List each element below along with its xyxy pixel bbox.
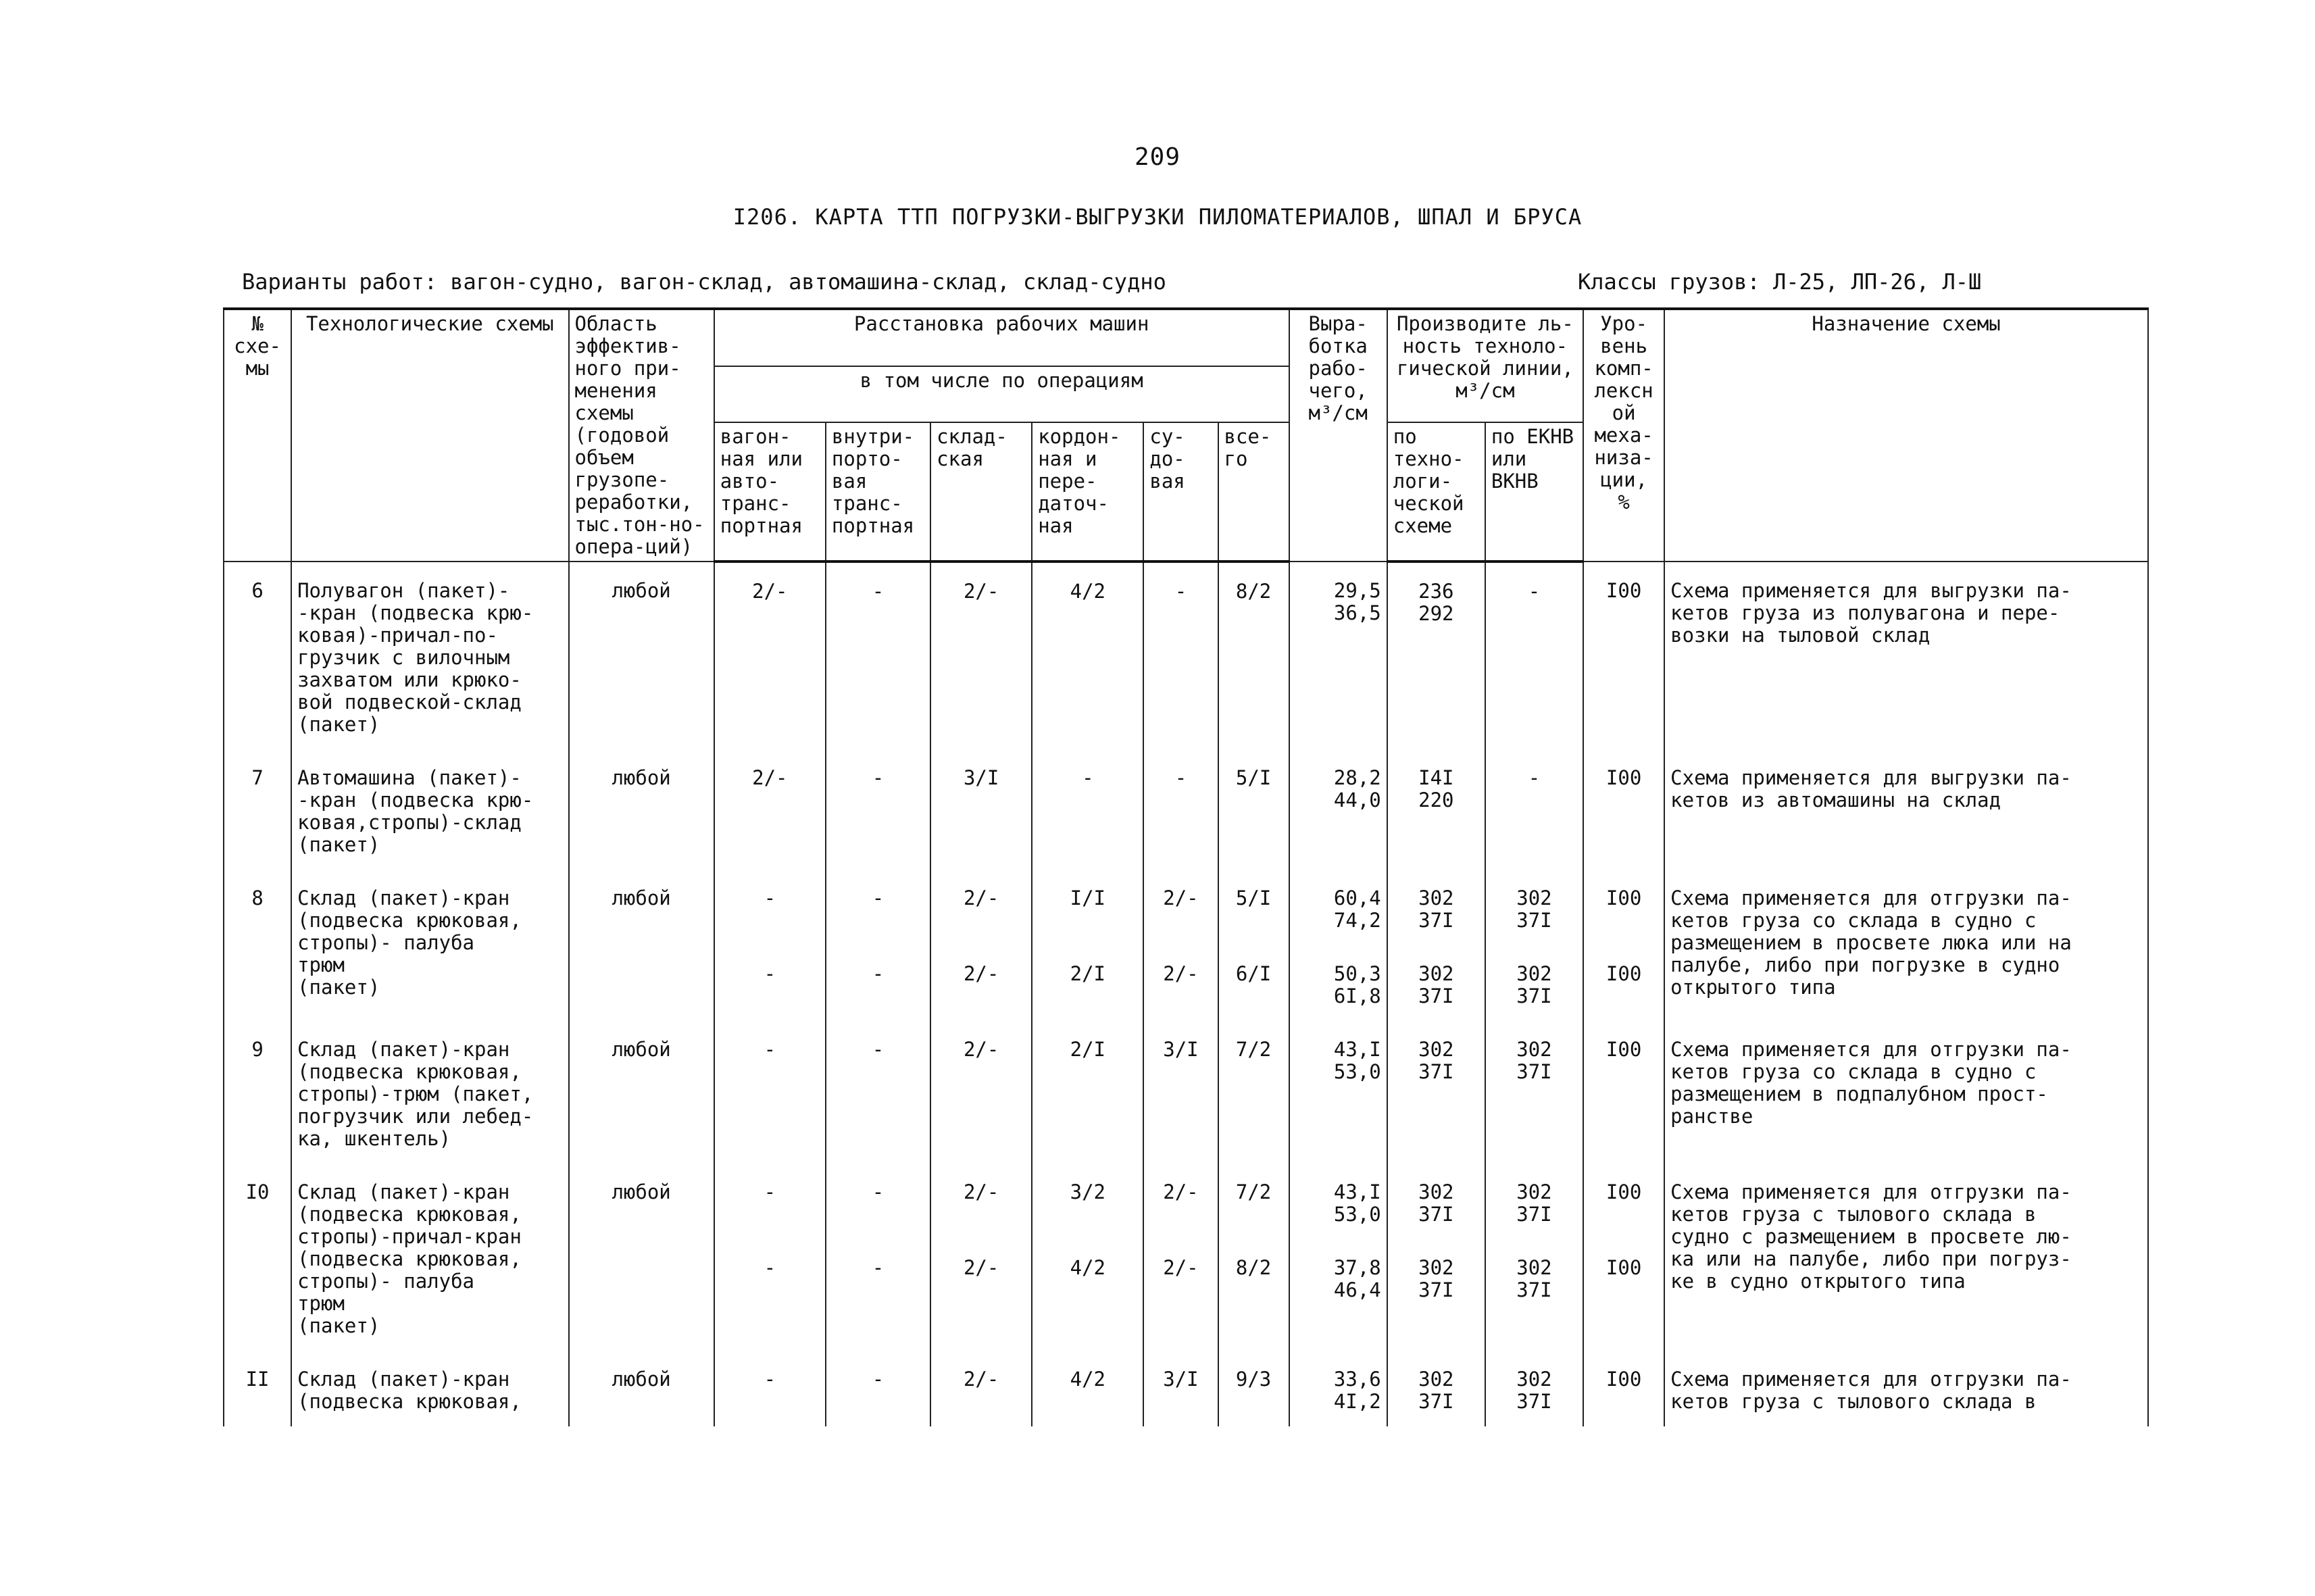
cell-op-wagon — [714, 562, 826, 749]
cell-scheme-purpose: Схема применяется для отгрузки па- кетов груза с тылового склада в — [1664, 1351, 2148, 1426]
cell-prod-by-scheme — [1387, 1164, 1485, 1351]
cell-op-ship-value: 3/I — [1163, 1368, 1199, 1391]
line-spacer — [937, 909, 1026, 932]
line-gap — [1491, 932, 1577, 963]
line-spacer — [720, 1279, 820, 1301]
line-spacer — [1038, 1203, 1137, 1226]
cell-worker-output-value: 46,4 — [1333, 1278, 1381, 1301]
line-spacer — [1224, 1391, 1283, 1413]
cell-prod-by-scheme-value: I4I — [1418, 766, 1454, 789]
line-gap — [1224, 932, 1283, 963]
line-spacer — [720, 909, 820, 932]
header-tech-schemes: Технологические схемы — [291, 309, 568, 562]
cell-op-wagon-value: - — [764, 1038, 776, 1061]
cell-op-total — [1218, 1164, 1289, 1351]
work-variants: Варианты работ: вагон-судно, вагон-склад, автомашина-склад, склад-судно — [242, 269, 1166, 295]
cell-tech-scheme: Склад (пакет)-кран (подвеска крюковая, — [291, 1351, 568, 1426]
cell-worker-output-value: 29,5 — [1333, 579, 1381, 602]
cell-op-cordon-value: 4/2 — [1070, 1256, 1105, 1279]
line-spacer — [1149, 603, 1212, 625]
table-row — [224, 870, 2148, 1021]
line-spacer — [1589, 1203, 1658, 1226]
tech-map-table — [223, 307, 2149, 1426]
cell-prod-by-ekn — [1485, 1021, 1583, 1164]
cell-prod-by-scheme-value: 37I — [1418, 984, 1454, 1007]
cell-worker-output — [1289, 870, 1387, 1021]
cell-op-ship — [1143, 749, 1218, 870]
line-spacer — [1149, 909, 1212, 932]
line-spacer — [937, 1279, 1026, 1301]
line-gap — [1589, 932, 1658, 963]
line-gap — [1038, 1226, 1137, 1257]
cell-op-internal — [826, 1021, 930, 1164]
cell-op-internal-value: - — [872, 1368, 885, 1391]
line-gap — [832, 932, 924, 963]
cell-prod-by-scheme-value: 37I — [1418, 1203, 1454, 1226]
cell-op-warehouse — [930, 870, 1032, 1021]
cell-op-warehouse-value: 2/- — [963, 580, 999, 603]
line-spacer — [1149, 985, 1212, 1007]
cell-op-total-value: 7/2 — [1235, 1038, 1272, 1061]
header-scheme-purpose: Назначение схемы — [1664, 309, 2148, 562]
line-spacer — [937, 1061, 1026, 1083]
cell-op-total — [1218, 1351, 1289, 1426]
header-scheme-number: № схе-мы — [224, 309, 291, 562]
cell-mechanization-value: I00 — [1605, 887, 1642, 909]
page-title: I206. КАРТА ТТП ПОГРУЗКИ-ВЫГРУЗКИ ПИЛОМАТЕРИАЛОВ, ШПАЛ И БРУСА — [732, 204, 1583, 230]
header-prod-by-scheme: по техно-логи-ческой схеме — [1387, 422, 1485, 562]
cell-prod-by-ekn-value: 302 — [1516, 1256, 1552, 1279]
line-gap — [937, 1226, 1026, 1257]
cell-op-cordon — [1032, 1164, 1143, 1351]
cell-worker-output-value: 60,4 — [1333, 887, 1381, 909]
cell-scheme-number: 6 — [224, 562, 291, 749]
cell-prod-by-ekn-value: - — [1528, 766, 1541, 789]
cell-op-wagon-value: - — [764, 962, 776, 985]
line-spacer — [720, 789, 820, 812]
header-worker-output: Выра-ботка рабо-чего, м³/см — [1289, 309, 1387, 562]
cell-prod-by-scheme — [1387, 749, 1485, 870]
line-spacer — [1149, 1279, 1212, 1301]
cell-op-internal — [826, 1164, 930, 1351]
cell-prod-by-ekn-value: 302 — [1516, 1180, 1552, 1203]
line-spacer — [937, 1203, 1026, 1226]
cargo-classes: Классы грузов: Л-25, ЛП-26, Л-Ш — [1578, 269, 1982, 295]
cell-op-total-value: 9/3 — [1235, 1368, 1272, 1391]
line-spacer — [1038, 985, 1137, 1007]
line-spacer — [1589, 789, 1658, 812]
cell-op-total-value: 8/2 — [1235, 1256, 1272, 1279]
cell-worker-output-value: 43,I — [1333, 1038, 1381, 1061]
line-spacer — [937, 1391, 1026, 1413]
cell-op-internal-value: - — [872, 766, 885, 789]
cell-op-warehouse — [930, 749, 1032, 870]
cell-op-ship — [1143, 562, 1218, 749]
line-spacer — [720, 985, 820, 1007]
cell-scheme-purpose: Схема применяется для выгрузки па- кетов из автомашины на склад — [1664, 749, 2148, 870]
cell-op-ship — [1143, 1021, 1218, 1164]
line-spacer — [720, 1203, 820, 1226]
cell-op-warehouse — [930, 562, 1032, 749]
cell-op-ship-value: - — [1174, 766, 1187, 789]
cell-scheme-number: I0 — [224, 1164, 291, 1351]
line-gap — [1589, 1226, 1658, 1257]
cell-op-warehouse-value: 2/- — [963, 1256, 999, 1279]
line-spacer — [937, 985, 1026, 1007]
cell-prod-by-scheme-value: 302 — [1418, 887, 1454, 909]
line-spacer — [832, 789, 924, 812]
line-spacer — [720, 1061, 820, 1083]
line-spacer — [1038, 1279, 1137, 1301]
cell-tech-scheme: Склад (пакет)-кран (подвеска крюковая, стропы)- палуба трюм (пакет) — [291, 870, 568, 1021]
line-gap — [1224, 1226, 1283, 1257]
cell-application-area: любой — [569, 562, 714, 749]
cell-worker-output-value: 50,3 — [1333, 962, 1381, 985]
cell-op-cordon-value: 2/I — [1070, 1038, 1105, 1061]
line-gap — [1491, 1226, 1577, 1257]
cell-prod-by-ekn — [1485, 749, 1583, 870]
cell-op-total — [1218, 562, 1289, 749]
line-gap — [720, 1226, 820, 1257]
cell-prod-by-ekn-value: 302 — [1516, 962, 1552, 985]
cell-op-warehouse-value: 2/- — [963, 1368, 999, 1391]
cell-prod-by-ekn-value: 37I — [1516, 984, 1552, 1007]
cell-application-area: любой — [569, 749, 714, 870]
page-number: 209 — [1134, 143, 1181, 171]
header-op-warehouse: склад-ская — [930, 422, 1032, 562]
cell-mechanization-value: I00 — [1605, 1256, 1642, 1279]
line-spacer — [1224, 985, 1283, 1007]
cell-prod-by-ekn — [1485, 1351, 1583, 1426]
cell-op-cordon — [1032, 749, 1143, 870]
cell-mechanization-level — [1583, 562, 1664, 749]
line-spacer — [832, 909, 924, 932]
cell-prod-by-scheme-value: 37I — [1418, 909, 1454, 932]
cell-mechanization-level — [1583, 749, 1664, 870]
cell-op-wagon — [714, 749, 826, 870]
cell-prod-by-scheme — [1387, 562, 1485, 749]
cell-prod-by-scheme — [1387, 1021, 1485, 1164]
cell-op-ship-value: 2/- — [1163, 1180, 1199, 1203]
line-spacer — [1589, 1279, 1658, 1301]
cell-scheme-number: II — [224, 1351, 291, 1426]
cell-op-wagon — [714, 1351, 826, 1426]
cell-op-cordon-value: 2/I — [1070, 962, 1105, 985]
cell-mechanization-level — [1583, 1021, 1664, 1164]
cell-prod-by-ekn-value: 302 — [1516, 887, 1552, 909]
cell-scheme-number: 9 — [224, 1021, 291, 1164]
cell-worker-output — [1289, 1021, 1387, 1164]
line-gap — [720, 932, 820, 963]
cell-op-wagon-value: - — [764, 1180, 776, 1203]
cell-op-cordon-value: I/I — [1070, 887, 1105, 909]
line-spacer — [832, 1203, 924, 1226]
line-gap — [1038, 932, 1137, 963]
table-row — [224, 1021, 2148, 1164]
cell-op-ship-value: 3/I — [1163, 1038, 1199, 1061]
cell-op-total — [1218, 1021, 1289, 1164]
cell-prod-by-ekn-value: 302 — [1516, 1368, 1552, 1391]
cell-application-area: любой — [569, 1351, 714, 1426]
line-spacer — [1038, 909, 1137, 932]
line-spacer — [1589, 602, 1658, 624]
cell-op-total — [1218, 749, 1289, 870]
cell-prod-by-scheme-value: 302 — [1418, 1180, 1454, 1203]
cell-op-ship — [1143, 870, 1218, 1021]
line-spacer — [1224, 603, 1283, 625]
cell-op-warehouse-value: 2/- — [963, 962, 999, 985]
cell-op-internal-value: - — [872, 580, 885, 603]
cell-prod-by-ekn-value: 302 — [1516, 1038, 1552, 1061]
cell-prod-by-scheme — [1387, 870, 1485, 1021]
cell-op-wagon — [714, 1164, 826, 1351]
cell-op-wagon-value: - — [764, 887, 776, 909]
line-spacer — [1224, 1061, 1283, 1083]
cell-mechanization-level — [1583, 1351, 1664, 1426]
line-spacer — [832, 985, 924, 1007]
cell-worker-output-value: 28,2 — [1333, 766, 1381, 789]
cell-op-total-value: 5/I — [1235, 887, 1272, 909]
line-spacer — [1224, 909, 1283, 932]
line-gap — [832, 1226, 924, 1257]
cell-scheme-number: 7 — [224, 749, 291, 870]
cell-op-ship-value: 2/- — [1163, 887, 1199, 909]
cell-prod-by-scheme-value: 302 — [1418, 962, 1454, 985]
cell-op-cordon — [1032, 1021, 1143, 1164]
cell-op-internal — [826, 1351, 930, 1426]
cell-tech-scheme: Склад (пакет)-кран (подвеска крюковая, стропы)-причал-кран (подвеска крюковая, стропы)- палуба трюм (пакет) — [291, 1164, 568, 1351]
cell-op-warehouse-value: 3/I — [963, 766, 999, 789]
line-spacer — [1038, 1391, 1137, 1413]
line-spacer — [1589, 909, 1658, 932]
cell-worker-output — [1289, 562, 1387, 749]
cell-scheme-purpose: Схема применяется для отгрузки па- кетов груза с тылового склада в судно с размещением в просвете лю- ка или на палубе, либо при погруз- ке в судно открытого типа — [1664, 1164, 2148, 1351]
line-spacer — [1038, 789, 1137, 812]
cell-prod-by-scheme-value: 302 — [1418, 1368, 1454, 1391]
cell-op-internal — [826, 562, 930, 749]
cell-worker-output — [1289, 1351, 1387, 1426]
header-op-cordon: кордон-ная и пере-даточ-ная — [1032, 422, 1143, 562]
cell-op-cordon — [1032, 1351, 1143, 1426]
line-spacer — [832, 603, 924, 625]
table-row — [224, 1164, 2148, 1351]
cell-scheme-purpose: Схема применяется для отгрузки па- кетов груза со склада в судно с размещением в просвете люка или на палубе, либо при погрузке в судно открытого типа — [1664, 870, 2148, 1021]
cell-prod-by-scheme-value: 37I — [1418, 1390, 1454, 1413]
cell-prod-by-scheme — [1387, 1351, 1485, 1426]
cell-prod-by-scheme-value: 302 — [1418, 1256, 1454, 1279]
cell-worker-output-value: 43,I — [1333, 1180, 1381, 1203]
line-spacer — [1038, 603, 1137, 625]
cell-prod-by-ekn-value: 37I — [1516, 909, 1552, 932]
cell-op-internal — [826, 870, 930, 1021]
cell-worker-output-value: 36,5 — [1333, 601, 1381, 624]
line-gap — [1295, 932, 1381, 963]
cell-prod-by-ekn-value: 37I — [1516, 1060, 1552, 1083]
cell-worker-output-value: 6I,8 — [1333, 984, 1381, 1007]
cell-op-internal-value: - — [872, 887, 885, 909]
line-spacer — [1589, 985, 1658, 1007]
cell-op-wagon-value: - — [764, 1368, 776, 1391]
cell-prod-by-ekn-value: 37I — [1516, 1390, 1552, 1413]
cell-op-warehouse — [930, 1164, 1032, 1351]
line-gap — [1393, 932, 1479, 963]
cell-application-area: любой — [569, 870, 714, 1021]
line-spacer — [832, 1391, 924, 1413]
cell-worker-output-value: 37,8 — [1333, 1256, 1381, 1279]
cell-op-wagon-value: 2/- — [752, 766, 788, 789]
cell-op-warehouse-value: 2/- — [963, 1038, 999, 1061]
cell-op-ship-value: 2/- — [1163, 962, 1199, 985]
table-header — [224, 309, 2148, 562]
cell-op-wagon-value: - — [764, 1256, 776, 1279]
line-spacer — [832, 1279, 924, 1301]
cell-mechanization-level — [1583, 1164, 1664, 1351]
cell-op-cordon — [1032, 870, 1143, 1021]
cell-scheme-number: 8 — [224, 870, 291, 1021]
cell-tech-scheme: Склад (пакет)-кран (подвеска крюковая, стропы)-трюм (пакет, погрузчик или лебед- ка, шкентель) — [291, 1021, 568, 1164]
cell-prod-by-scheme-value: 37I — [1418, 1060, 1454, 1083]
cell-prod-by-scheme-value: 220 — [1418, 789, 1454, 812]
cell-op-cordon-value: 4/2 — [1070, 580, 1105, 603]
cell-op-total-value: 6/I — [1235, 962, 1272, 985]
cell-op-total-value: 8/2 — [1235, 580, 1272, 603]
line-gap — [1149, 932, 1212, 963]
line-spacer — [937, 789, 1026, 812]
cell-worker-output-value: 4I,2 — [1333, 1390, 1381, 1413]
cell-prod-by-ekn-value: 37I — [1516, 1278, 1552, 1301]
cell-op-wagon — [714, 1021, 826, 1164]
header-prod-by-ekn: по ЕКНВ или ВКНВ — [1485, 422, 1583, 562]
cell-application-area: любой — [569, 1021, 714, 1164]
cell-tech-scheme: Автомашина (пакет)- -кран (подвеска крю- ковая,стропы)-склад (пакет) — [291, 749, 568, 870]
line-spacer — [1224, 789, 1283, 812]
cell-op-warehouse-value: 2/- — [963, 887, 999, 909]
cell-op-warehouse — [930, 1351, 1032, 1426]
cell-op-total-value: 7/2 — [1235, 1180, 1272, 1203]
cell-op-ship — [1143, 1164, 1218, 1351]
cell-mechanization-value: I00 — [1605, 1368, 1642, 1391]
cell-mechanization-value: I00 — [1605, 1038, 1642, 1061]
cell-op-internal-value: - — [872, 1038, 885, 1061]
header-op-total: все-го — [1218, 422, 1289, 562]
cell-prod-by-scheme-value: 236 — [1418, 580, 1454, 603]
header-mechanization-level: Уро-вень комп-лексной меха-низа-ции, % — [1583, 309, 1664, 562]
cell-op-cordon-value: 3/2 — [1070, 1180, 1105, 1203]
line-gap — [1393, 1226, 1479, 1257]
cell-prod-by-scheme-value: 302 — [1418, 1038, 1454, 1061]
cell-op-cordon-value: 4/2 — [1070, 1368, 1105, 1391]
cell-op-total-value: 5/I — [1235, 766, 1272, 789]
cell-worker-output — [1289, 1164, 1387, 1351]
header-op-wagon: вагон-ная или авто-транс-портная — [714, 422, 826, 562]
table-row — [224, 1351, 2148, 1426]
cell-mechanization-value: I00 — [1605, 766, 1642, 789]
cell-op-cordon-value: - — [1082, 766, 1094, 789]
cell-op-internal-value: - — [872, 1256, 885, 1279]
line-spacer — [1038, 1061, 1137, 1083]
cell-scheme-purpose: Схема применяется для отгрузки па- кетов груза со склада в судно с размещением в подпалубном прост- ранстве — [1664, 1021, 2148, 1164]
line-spacer — [1149, 1391, 1212, 1413]
cell-scheme-purpose: Схема применяется для выгрузки па- кетов груза из полувагона и пере- возки на тыловой склад — [1664, 562, 2148, 749]
cell-prod-by-ekn — [1485, 562, 1583, 749]
header-application-area: Область эффектив-ного при-менения схемы (годовой объем грузопе-реработки, тыс.тон-но-опера-ций) — [569, 309, 714, 562]
cell-application-area: любой — [569, 1164, 714, 1351]
line-spacer — [937, 603, 1026, 625]
cell-op-warehouse — [930, 1021, 1032, 1164]
line-spacer — [1149, 1203, 1212, 1226]
table-body — [224, 562, 2148, 1426]
cell-prod-by-ekn-value: 37I — [1516, 1203, 1552, 1226]
header-by-operations: в том числе по операциям — [714, 366, 1289, 422]
header-machine-placement: Расстановка рабочих машин — [714, 309, 1289, 366]
cell-op-internal — [826, 749, 930, 870]
line-spacer — [1589, 1391, 1658, 1413]
cell-mechanization-value: I00 — [1605, 1180, 1642, 1203]
cell-op-warehouse-value: 2/- — [963, 1180, 999, 1203]
table-row — [224, 562, 2148, 749]
cell-op-internal-value: - — [872, 1180, 885, 1203]
cell-op-ship — [1143, 1351, 1218, 1426]
cell-op-ship-value: - — [1174, 580, 1187, 603]
cell-op-internal-value: - — [872, 962, 885, 985]
cell-prod-by-ekn — [1485, 1164, 1583, 1351]
cell-worker-output-value: 74,2 — [1333, 909, 1381, 932]
line-spacer — [1149, 1061, 1212, 1083]
line-gap — [1295, 1226, 1381, 1257]
cell-op-wagon — [714, 870, 826, 1021]
cell-op-total — [1218, 870, 1289, 1021]
line-spacer — [1149, 789, 1212, 812]
cell-mechanization-value: I00 — [1605, 962, 1642, 985]
cell-worker-output-value: 53,0 — [1333, 1203, 1381, 1226]
cell-op-ship-value: 2/- — [1163, 1256, 1199, 1279]
cell-mechanization-value: I00 — [1605, 579, 1642, 602]
cell-tech-scheme: Полувагон (пакет)- -кран (подвеска крю- ковая)-причал-по- грузчик с вилочным захватом или крюко- вой подвеской-склад (пакет) — [291, 562, 568, 749]
cell-worker-output — [1289, 749, 1387, 870]
cell-op-cordon — [1032, 562, 1143, 749]
line-gap — [937, 932, 1026, 963]
line-spacer — [720, 1391, 820, 1413]
cell-prod-by-ekn-value: - — [1528, 580, 1541, 603]
cell-prod-by-ekn — [1485, 870, 1583, 1021]
header-op-ship: су-до-вая — [1143, 422, 1218, 562]
cell-op-wagon-value: 2/- — [752, 580, 788, 603]
line-spacer — [1589, 1061, 1658, 1083]
table-row — [224, 749, 2148, 870]
line-spacer — [720, 603, 820, 625]
cell-prod-by-scheme-value: 37I — [1418, 1278, 1454, 1301]
cell-worker-output-value: 44,0 — [1333, 789, 1381, 812]
header-line-productivity: Производите ль-ность техноло-гической линии, м³/см — [1387, 309, 1583, 422]
line-spacer — [1224, 1279, 1283, 1301]
header-op-internal: внутри-порто-вая транс-портная — [826, 422, 930, 562]
cell-worker-output-value: 53,0 — [1333, 1060, 1381, 1083]
cell-mechanization-level — [1583, 870, 1664, 1021]
line-gap — [1149, 1226, 1212, 1257]
cell-prod-by-scheme-value: 292 — [1418, 602, 1454, 625]
line-spacer — [832, 1061, 924, 1083]
cell-worker-output-value: 33,6 — [1333, 1368, 1381, 1391]
line-spacer — [1224, 1203, 1283, 1226]
